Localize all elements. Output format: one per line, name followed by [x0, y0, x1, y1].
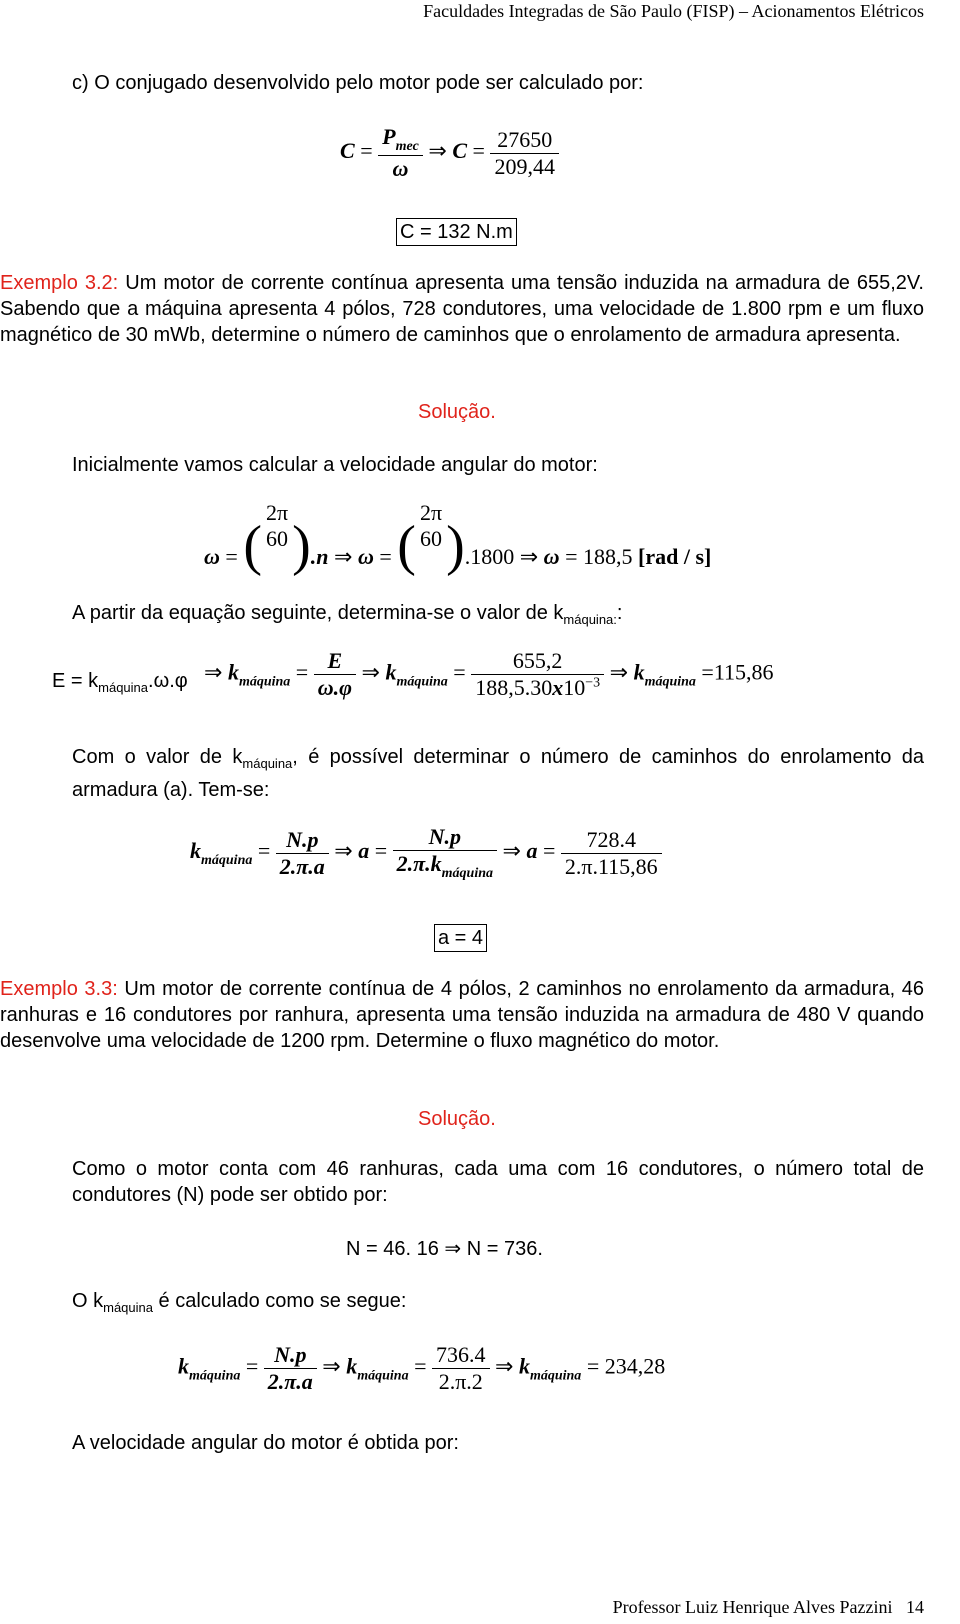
equation-conjugado: C = $\frac{P_{mec}}{\omega}$ ⇒ C = $\frac{27650}{209,44}$	[340, 124, 559, 182]
footer-author: Professor Luiz Henrique Alves Pazzini	[612, 1597, 893, 1617]
exemplo-3-3-label: Exemplo 3.3:	[0, 978, 118, 1000]
paragraph-velocidade: Inicialmente vamos calcular a velocidade angular do motor:	[72, 454, 598, 476]
paragraph-condutores: Como o motor conta com 46 ranhuras, cada uma com 16 condutores, o número total de condutores (N) pode ser obtido por:	[72, 1158, 924, 1206]
equation-omega: ω = ( 2π 60 ).n ⇒ ω = ( 2π 60 ).1800 ⇒ ω = 188,5 [rad / s]	[204, 500, 712, 577]
equation-N: N = 46. 16 ⇒ N = 736.	[346, 1238, 543, 1260]
exemplo-3-2-label: Exemplo 3.2:	[0, 272, 119, 294]
exemplo-3-2-text: Um motor de corrente contínua apresenta uma tensão induzida na armadura de 655,2V. Sabendo que a máquina apresenta 4 pólos, 728 condutores, uma velocidade de 1.800 rpm e um fluxo magnético de 30 mWb, determine o número de caminhos que o enrolamento de armadura apresenta.	[0, 272, 924, 346]
exemplo-3-3	[0, 976, 924, 1054]
paragraph-velocidade-final: A velocidade angular do motor é obtida por:	[72, 1432, 459, 1454]
result-a: a = 4	[434, 924, 487, 952]
solucao-heading-1: Solução.	[418, 401, 496, 423]
page-header: Faculdades Integradas de São Paulo (FISP) – Acionamentos Elétricos	[423, 1, 924, 21]
page-footer	[613, 1596, 924, 1618]
paragraph-k-calculo: O $k_{máquina}$ é calculado como se segue:	[72, 1290, 407, 1315]
item-c-text: c) O conjugado desenvolvido pelo motor pode ser calculado por:	[72, 72, 644, 94]
equation-e-lhs: $E = k_{máquina}.\omega.\varphi$	[52, 670, 188, 695]
paragraph-k-maquina: A partir da equação seguinte, determina-se o valor de $k_{máquina:}$:	[72, 602, 623, 627]
page-number: 14	[906, 1597, 924, 1617]
equation-k-maquina: ⇒ $k_{máquina}$ = $\frac{E}{\omega.\varphi}$ ⇒ $k_{máquina}$ = $\frac{655,2}{188,5.30x10^{-3}}$ ⇒ $k_{máquina} =115,86$	[204, 648, 774, 700]
exemplo-3-3-text: Um motor de corrente contínua de 4 pólos, 2 caminhos no enrolamento da armadura, 46 ranhuras e 16 condutores por ranhura, apresenta uma tensão induzida na armadura de 480 V quando desenvolve uma velocidade de 1200 rpm. Determine o fluxo magnético do motor.	[0, 978, 924, 1052]
exemplo-3-2	[0, 270, 924, 348]
solucao-heading-2: Solução.	[418, 1108, 496, 1130]
result-conjugado: C = 132 N.m	[396, 218, 517, 246]
equation-caminhos: $k_{máquina}$ = $\frac{N.p}{2.\pi.a}$ ⇒ a = $\frac{N.p}{2.\pi.k_{máquina}}$ ⇒ a = $\frac{728.4}{2.\pi.115,86}$	[190, 824, 662, 882]
paragraph-caminhos: Com o valor de $k_{máquina}$, é possível determinar o número de caminhos do enrolamento da armadura (a). Tem-se:	[72, 746, 925, 801]
equation-k-maquina-2: $k_{máquina}$ = $\frac{N.p}{2.\pi.a}$ ⇒ $k_{máquina}$ = $\frac{736.4}{2.\pi.2}$ ⇒ $k_{máquina} = 234,28$	[178, 1342, 666, 1394]
